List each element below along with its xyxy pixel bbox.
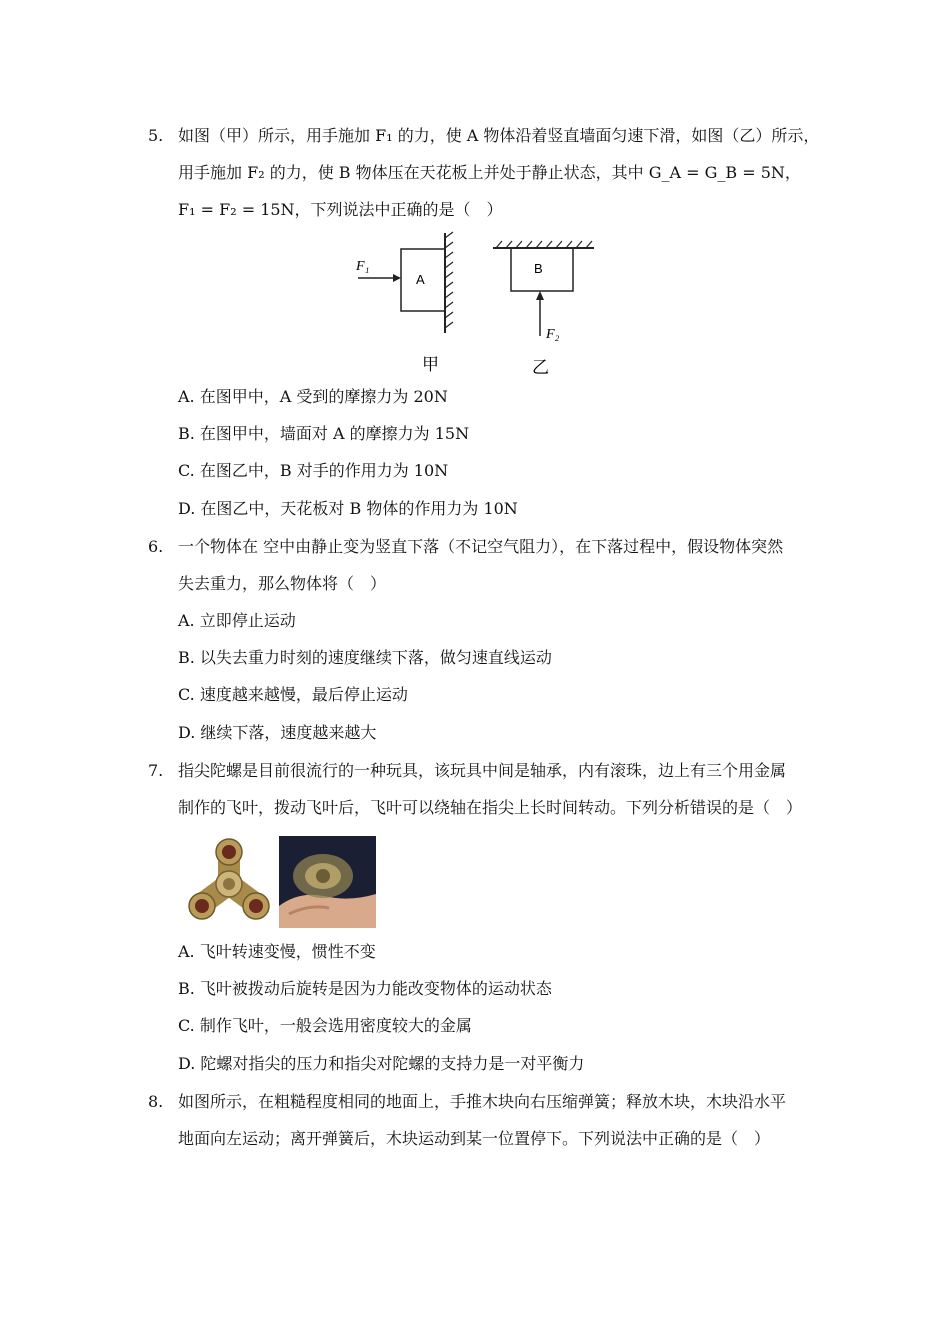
q8-stem-line-1: 如图所示，在粗糙程度相同的地面上，手推木块向右压缩弹簧；释放木块，木块沿水平 [178, 1092, 787, 1111]
force-f1-arrowhead [393, 274, 401, 282]
q5-stem-line-3: F₁ = F₂ = 15N，下列说法中正确的是（ ） [178, 200, 503, 219]
q5-option-b: B. 在图甲中，墙面对 A 的摩擦力为 15N [178, 424, 470, 443]
q5-number: 5. [148, 126, 164, 145]
q5-option-a: A. 在图甲中，A 受到的摩擦力为 20N [178, 387, 448, 406]
q8-number: 8. [148, 1092, 164, 1111]
q5-stem-line-1: 如图（甲）所示，用手施加 F₁ 的力，使 A 物体沿着竖直墙面匀速下滑，如图（乙）所示， [178, 126, 820, 145]
caption-yi: 乙 [532, 358, 549, 378]
force-f2-arrowhead [536, 291, 544, 300]
label-a: A [416, 272, 425, 287]
q7-option-a: A. 飞叶转速变慢，惯性不变 [178, 942, 376, 961]
q6-number: 6. [148, 537, 164, 556]
wall-hatching [445, 232, 453, 328]
q6-stem-line-1: 一个物体在 空中由静止变为竖直下落（不记空气阻力），在下落过程中，假设物体突然 [178, 537, 784, 556]
q7-stem-line-2: 制作的飞叶，拨动飞叶后，飞叶可以绕轴在指尖上长时间转动。下列分析错误的是（ ） [178, 798, 803, 817]
figure-jia [355, 232, 453, 375]
q6-stem-line-2: 失去重力，那么物体将（ ） [178, 574, 387, 593]
label-f2: F₂ [546, 327, 560, 342]
q5-force-diagram [350, 228, 610, 388]
q7-stem-line-1: 指尖陀螺是目前很流行的一种玩具，该玩具中间是轴承，内有滚珠，边上有三个用金属 [178, 761, 787, 780]
label-f1: F₁ [356, 259, 370, 274]
fidget-spinner-photo [186, 836, 272, 928]
caption-jia: 甲 [422, 355, 439, 375]
q6-option-b: B. 以失去重力时刻的速度继续下落，做匀速直线运动 [178, 648, 552, 667]
spinning-on-finger-photo [279, 836, 376, 928]
q6-option-a: A. 立即停止运动 [178, 611, 296, 630]
q7-option-b: B. 飞叶被拨动后旋转是因为力能改变物体的运动状态 [178, 979, 552, 998]
q5-stem-line-2: 用手施加 F₂ 的力，使 B 物体压在天花板上并处于静止状态，其中 G_A = G_B = 5N， [178, 163, 801, 182]
label-b: B [534, 261, 543, 276]
q5-option-d: D. 在图乙中，天花板对 B 物体的作用力为 10N [178, 499, 518, 518]
q7-option-d: D. 陀螺对指尖的压力和指尖对陀螺的支持力是一对平衡力 [178, 1054, 585, 1073]
q7-option-c: C. 制作飞叶，一般会选用密度较大的金属 [178, 1016, 472, 1035]
q6-option-c: C. 速度越来越慢，最后停止运动 [178, 685, 408, 704]
q7-number: 7. [148, 761, 164, 780]
q6-option-d: D. 继续下落，速度越来越大 [178, 723, 377, 742]
figure-yi [493, 241, 594, 378]
ceiling-hatching [496, 241, 592, 248]
q5-option-c: C. 在图乙中，B 对手的作用力为 10N [178, 461, 449, 480]
q8-stem-line-2: 地面向左运动；离开弹簧后，木块运动到某一位置停下。下列说法中正确的是（ ） [178, 1129, 771, 1148]
